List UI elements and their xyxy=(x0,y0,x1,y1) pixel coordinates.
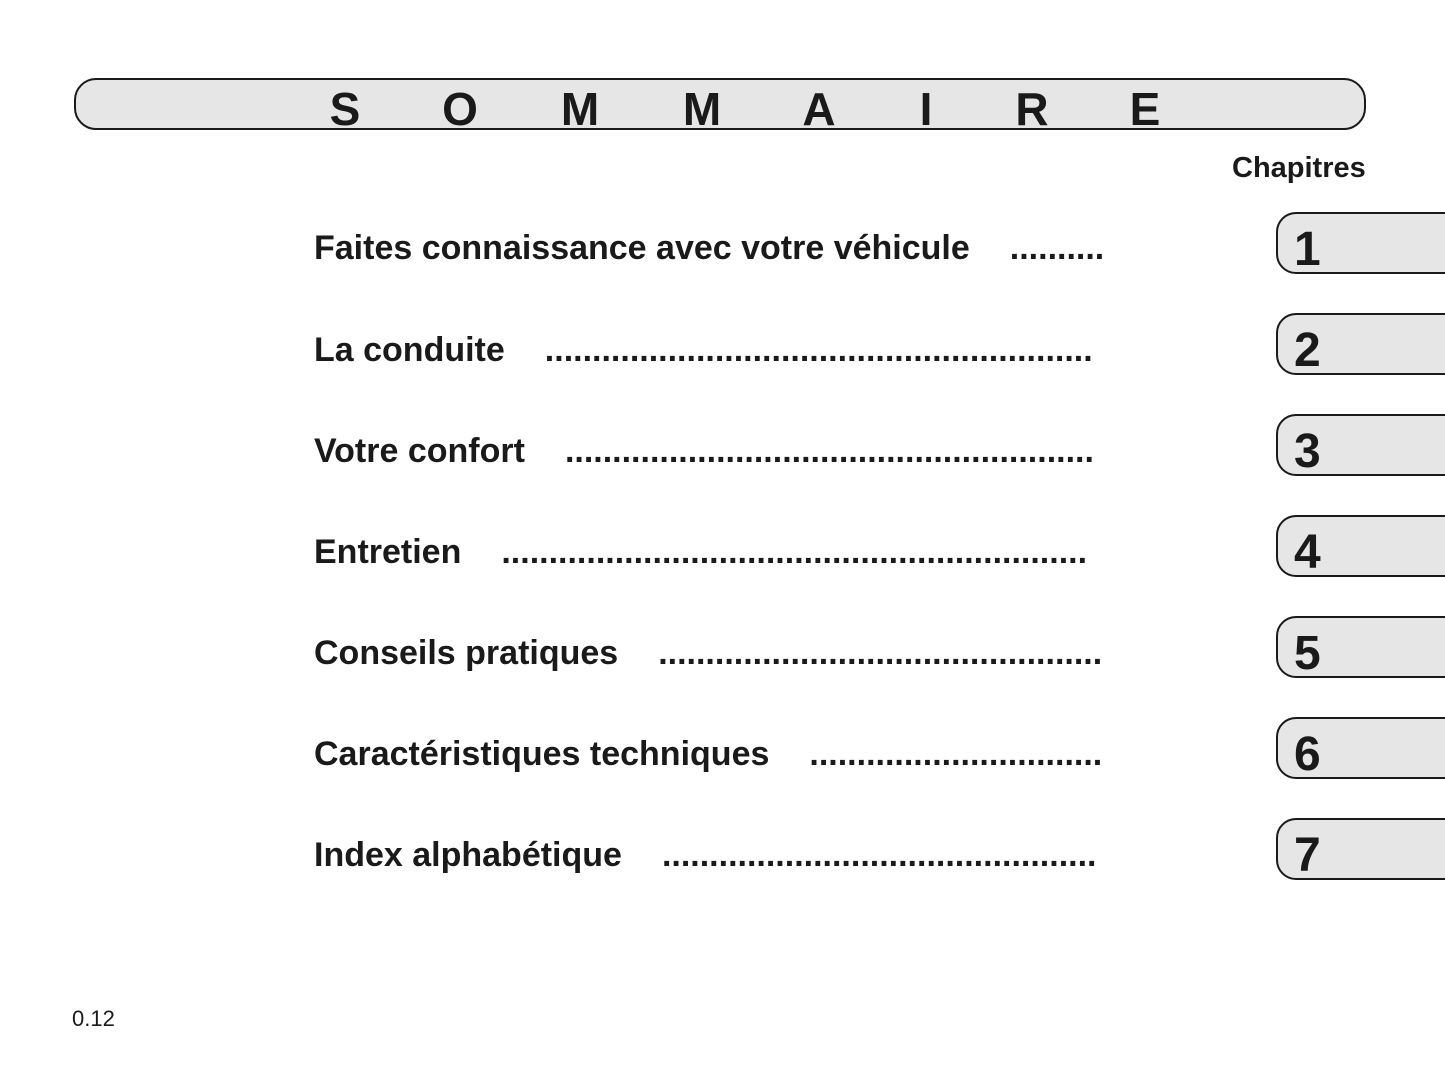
toc-leader-dots: .............................................................. xyxy=(501,533,1088,571)
title-letter: O xyxy=(442,83,478,135)
toc-leader-dots: ............................... xyxy=(809,735,1103,773)
toc-entry-label: La conduite xyxy=(314,331,505,369)
toc-leader-dots: ............................................... xyxy=(658,634,1103,672)
chapter-tab-7[interactable] xyxy=(1276,818,1445,880)
chapter-tab-3[interactable] xyxy=(1276,414,1445,476)
toc-entry-1[interactable] xyxy=(314,228,1136,268)
chapter-number: 1 xyxy=(1294,223,1321,276)
chapters-heading: Chapitres xyxy=(1232,152,1366,184)
chapter-tab-4[interactable] xyxy=(1276,515,1445,577)
chapter-number: 4 xyxy=(1294,526,1321,579)
chapter-number: 7 xyxy=(1294,829,1321,882)
title-letter: R xyxy=(1015,83,1049,135)
title-letter: M xyxy=(560,83,600,135)
toc-leader-dots: .......... xyxy=(1009,229,1105,267)
chapter-number: 3 xyxy=(1294,425,1321,478)
title-letter: M xyxy=(682,83,722,135)
toc-entry-label: Index alphabétique xyxy=(314,836,622,874)
toc-leader-dots: .......................................................... xyxy=(544,331,1093,369)
chapter-tab-5[interactable] xyxy=(1276,616,1445,678)
title-letter: S xyxy=(329,83,361,135)
toc-leader-dots: .............................................. xyxy=(661,836,1097,874)
title-letter: A xyxy=(802,83,836,135)
chapter-number: 6 xyxy=(1294,728,1321,781)
toc-entry-6[interactable] xyxy=(314,734,1136,774)
toc-entry-label: Entretien xyxy=(314,533,462,571)
toc-entry-2[interactable] xyxy=(314,330,1136,370)
chapter-tab-2[interactable] xyxy=(1276,313,1445,375)
toc-leader-dots: ........................................................ xyxy=(564,432,1094,470)
toc-entry-label: Conseils pratiques xyxy=(314,634,619,672)
page-number: 0.12 xyxy=(72,1006,115,1031)
toc-entry-3[interactable] xyxy=(314,431,1136,471)
toc-entry-label: Votre confort xyxy=(314,432,525,470)
chapter-tab-1[interactable] xyxy=(1276,212,1445,274)
title-letter: I xyxy=(919,83,933,135)
toc-entry-5[interactable] xyxy=(314,633,1136,673)
title-letter: E xyxy=(1129,83,1161,135)
toc-entry-4[interactable] xyxy=(314,532,1136,572)
title-banner xyxy=(74,78,1366,135)
toc-entry-7[interactable] xyxy=(314,835,1136,875)
chapter-number: 5 xyxy=(1294,627,1321,680)
toc-entry-label: Caractéristiques techniques xyxy=(314,735,770,773)
chapter-tab-6[interactable] xyxy=(1276,717,1445,779)
chapter-number: 2 xyxy=(1294,324,1321,377)
toc-entry-label: Faites connaissance avec votre véhicule xyxy=(314,229,970,267)
